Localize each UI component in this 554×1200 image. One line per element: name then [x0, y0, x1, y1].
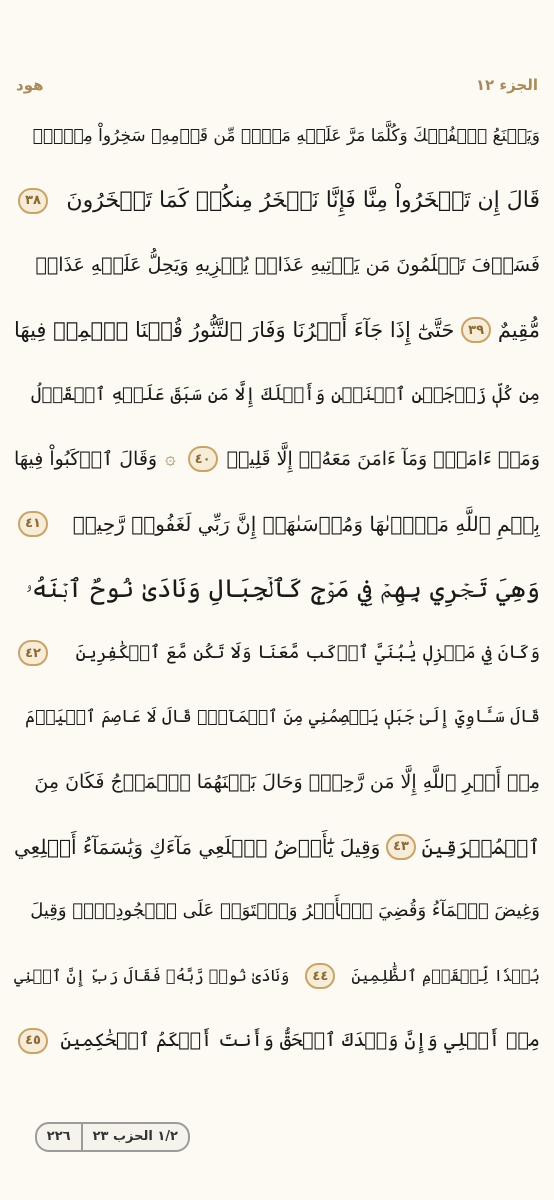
verse-line [14, 104, 540, 169]
verse-line [14, 879, 540, 944]
verse-text: مُّقِيمٌ [497, 317, 540, 342]
verse-text: وَقَالَ ٱرۡكَبُواْ فِيهَا [14, 447, 158, 470]
footer-badge [35, 1122, 190, 1152]
verse-text: وَنَادَىٰ نُوحٞ رَّبَّهُۥ فَقَالَ رَبِّ إِنَّ ٱبۡنِي [14, 966, 290, 986]
verse-line [14, 362, 540, 427]
verse-line [14, 492, 540, 557]
verse-line [14, 621, 540, 686]
verse-line [14, 298, 540, 363]
verse-text: مِن كُلّٖ زَوۡجَيۡنِ ٱثۡنَيۡنِ وَأَهۡلَكَ إِلَّا مَن سَبَقَ عَلَيۡهِ ٱلۡقَوۡلُ [30, 383, 540, 405]
rub-el-hizb-icon: ۞ [165, 448, 176, 470]
verse-text: وَهِيَ تَجۡرِي بِهِمۡ فِي مَوۡجٖ كَٱلۡجِبَالِ وَنَادَىٰ نُوحٌ ٱبۡنَهُۥ [25, 573, 540, 603]
ayah-number-marker: ٤٠ [188, 446, 218, 472]
ayah-number-marker: ٤٥ [18, 1028, 48, 1054]
verse-line [14, 556, 540, 621]
verse-line [14, 169, 540, 234]
verse-line [14, 750, 540, 815]
page-number: ٢٢٦ [46, 1129, 71, 1144]
ayah-number-marker: ٤١ [18, 511, 48, 537]
verse-line [14, 815, 540, 880]
verse-text: قَالَ إِن تَسۡخَرُواْ مِنَّا فَإِنَّا نَسۡخَرُ مِنكُمۡ كَمَا تَسۡخَرُونَ [66, 187, 540, 213]
quran-page-text [14, 104, 540, 1120]
ayah-number-marker: ٤٢ [18, 640, 48, 666]
verse-line [14, 944, 540, 1009]
verse-text: فَسَوۡفَ تَعۡلَمُونَ مَن يَأۡتِيهِ عَذَابٞ يُخۡزِيهِ وَيَحِلُّ عَلَيۡهِ عَذَابٞ [35, 253, 540, 276]
verse-text: ٱلۡمُغۡرَقِينَ [421, 834, 540, 859]
ayah-number-marker: ٤٤ [305, 963, 335, 989]
ayah-number-marker: ٣٩ [461, 317, 491, 343]
juz-label: الجزء ١٢ [475, 76, 538, 94]
verse-text: بِسۡمِ ٱللَّهِ مَجۡر۪ىٰهَا وَمُرۡسَىٰهَآۚ إِنَّ رَبِّي لَغَفُورٞ رَّحِيمٞ [72, 511, 540, 536]
verse-text: حَتَّىٰٓ إِذَا جَآءَ أَمۡرُنَا وَفَارَ ٱلتَّنُّورُ قُلۡنَا ٱحۡمِلۡ فِيهَا [14, 317, 455, 342]
surah-name: هود [16, 76, 44, 94]
verse-line [14, 427, 540, 492]
ayah-number-marker: ٣٨ [18, 188, 48, 214]
verse-text: وَكَانَ فِي مَعۡزِلٖ يَٰبُنَيَّ ٱرۡكَب مَّعَنَا وَلَا تَكُن مَّعَ ٱلۡكَٰفِرِينَ [75, 642, 540, 664]
footer-divider [81, 1124, 83, 1150]
verse-text: وَمَنۡ ءَامَنَۚ وَمَآ ءَامَنَ مَعَهُۥٓ إِلَّا قَلِيلٞ [226, 447, 540, 470]
page-header [16, 70, 538, 100]
verse-text: وَيَصۡنَعُ ٱلۡفُلۡكَ وَكُلَّمَا مَرَّ عَلَيۡهِ مَلَأٞ مِّن قَوۡمِهِۦ سَخِرُواْ مِنۡهُۚ [32, 125, 540, 146]
verse-text: قَالَ سَـَٔاوِيٓ إِلَىٰ جَبَلٖ يَعۡصِمُنِي مِنَ ٱلۡمَآءِۚ قَالَ لَا عَاصِمَ ٱلۡيَوۡمَ [25, 707, 540, 728]
ayah-number-marker: ٤٣ [386, 834, 416, 860]
verse-text: وَقِيلَ يَٰٓأَرۡضُ ٱبۡلَعِي مَآءَكِ وَيَٰسَمَآءُ أَقۡلِعِي [14, 834, 381, 859]
hizb-label: ١/٢ الحزب ٢٣ [92, 1129, 178, 1144]
verse-text: مِنۡ أَهۡلِي وَإِنَّ وَعۡدَكَ ٱلۡحَقُّ وَأَنتَ أَحۡكَمُ ٱلۡحَٰكِمِينَ [60, 1029, 540, 1052]
page-footer [14, 1122, 190, 1152]
verse-text: وَغِيضَ ٱلۡمَآءُ وَقُضِيَ ٱلۡأَمۡرُ وَٱسۡتَوَتۡ عَلَى ٱلۡجُودِيِّۖ وَقِيلَ [30, 900, 540, 922]
verse-text: مِنۡ أَمۡرِ ٱللَّهِ إِلَّا مَن رَّحِمَۚ وَحَالَ بَيۡنَهُمَا ٱلۡمَوۡجُ فَكَانَ مِنَ [34, 770, 540, 793]
verse-text: بُعۡدٗا لِّلۡقَوۡمِ ٱلظَّٰلِمِينَ [351, 966, 540, 986]
verse-line [14, 233, 540, 298]
verse-line [14, 685, 540, 750]
verse-line [14, 1008, 540, 1073]
